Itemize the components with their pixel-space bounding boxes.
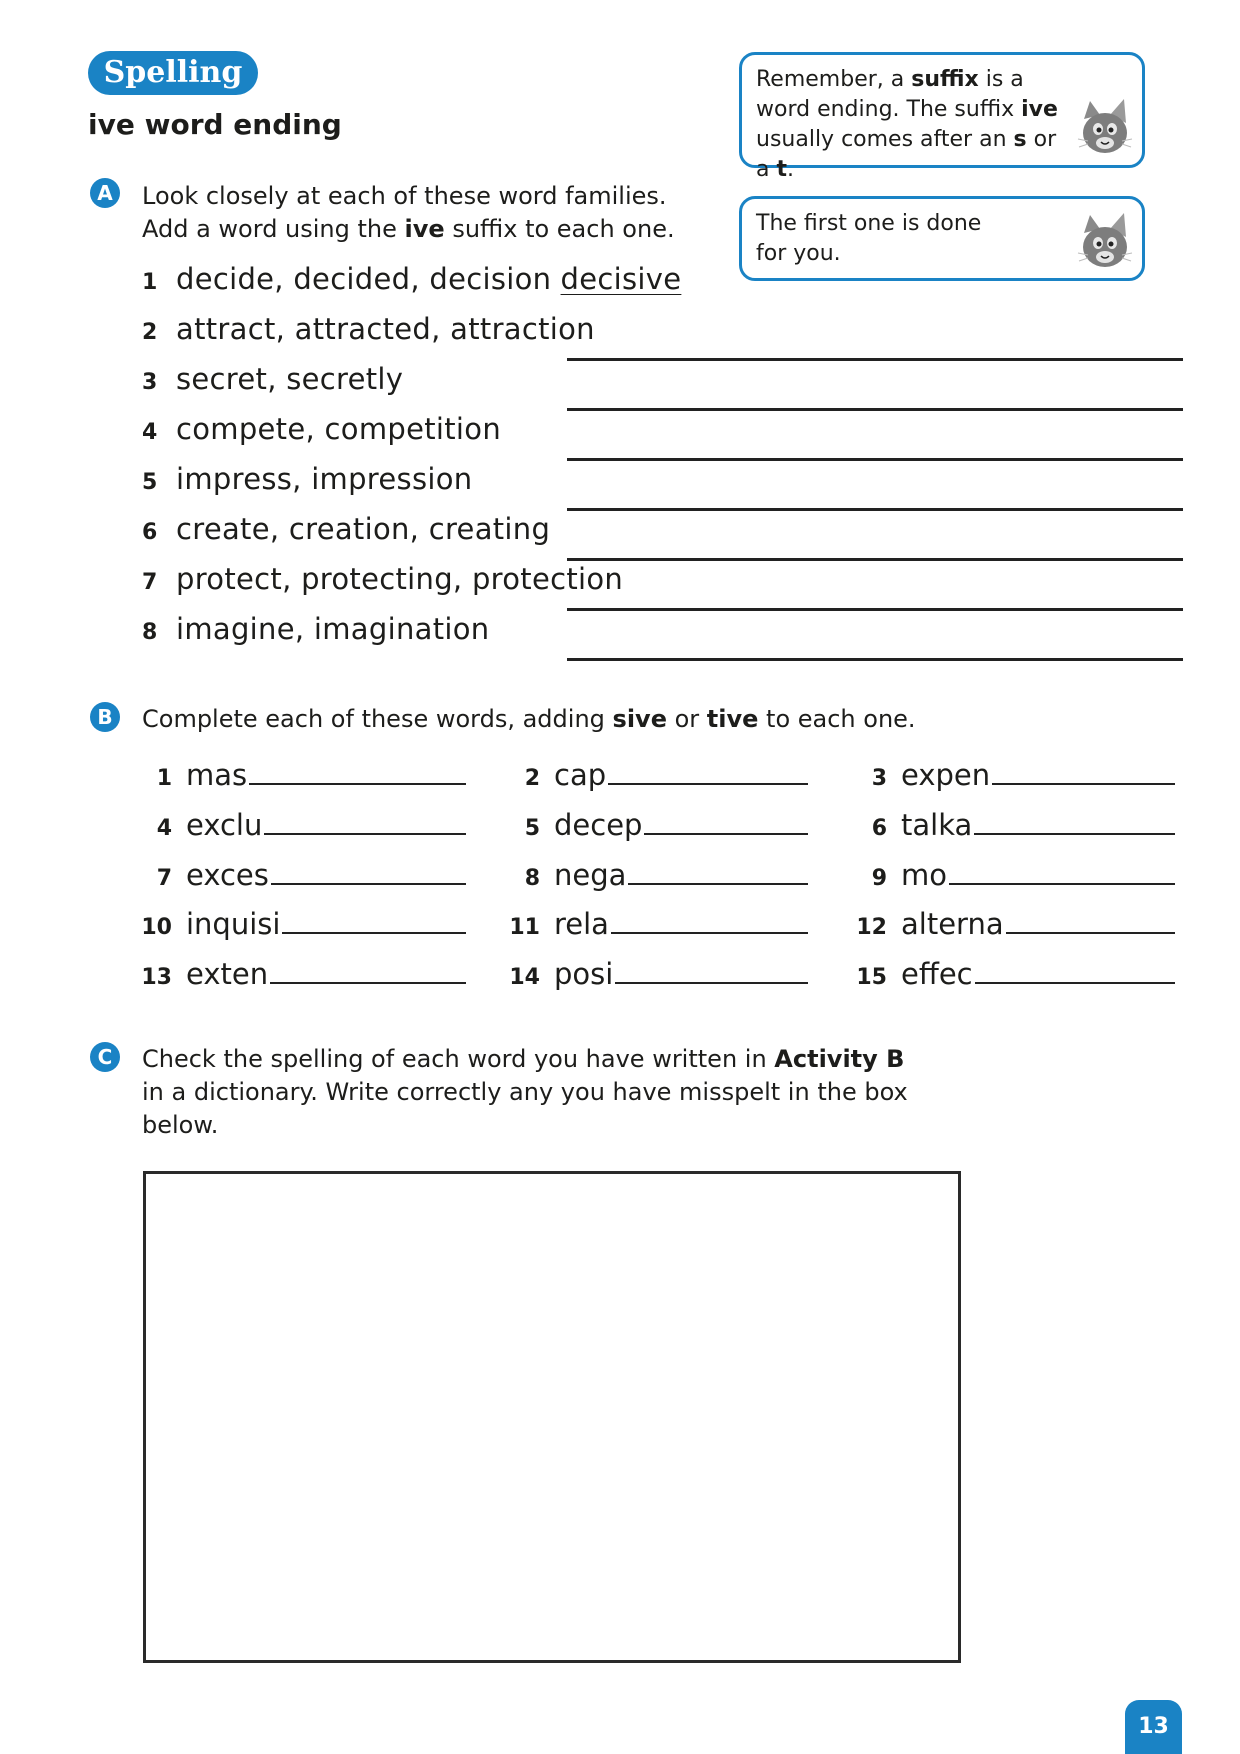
word-stem: alterna — [901, 907, 1004, 941]
section-label-spelling: Spelling — [88, 51, 258, 95]
word-family: protect, protecting, protection — [176, 562, 624, 596]
word-completion-item — [853, 808, 1175, 842]
word-completion-item — [138, 758, 466, 792]
text-run: The first one is done for you. — [756, 211, 982, 266]
word-family: imagine, imagination — [176, 612, 490, 646]
word-completion-item — [506, 957, 808, 991]
bold-term: t — [776, 157, 788, 182]
item-number: 8 — [142, 620, 158, 645]
answer-line[interactable] — [567, 608, 1183, 611]
item-number: 11 — [509, 915, 540, 940]
example-answer: decisive — [560, 262, 682, 296]
item-number: 1 — [142, 270, 158, 295]
bold-term: s — [1013, 127, 1027, 152]
word-family-item — [142, 612, 489, 652]
word-completion-item — [853, 907, 1175, 941]
activity-b-badge: B — [90, 702, 120, 732]
item-number: 3 — [142, 370, 158, 395]
answer-line[interactable] — [567, 458, 1183, 461]
answer-line[interactable] — [567, 508, 1183, 511]
item-number: 7 — [156, 866, 172, 891]
answer-line[interactable] — [628, 883, 808, 885]
activity-a-instruction — [142, 180, 702, 246]
answer-line[interactable] — [644, 833, 808, 835]
word-stem: posi — [554, 957, 614, 991]
text-run: Check the spelling of each word you have written in — [142, 1045, 775, 1073]
word-stem: cap — [554, 758, 607, 792]
tip-box-suffix — [739, 52, 1145, 182]
word-completion-item — [506, 808, 808, 842]
answer-line[interactable] — [249, 783, 466, 785]
bold-term: suffix — [911, 67, 979, 92]
word-family-item — [142, 262, 681, 302]
answer-line[interactable] — [975, 982, 1175, 984]
word-stem: exclu — [186, 808, 263, 842]
text-run: or a — [756, 127, 1057, 182]
item-number: 8 — [524, 866, 540, 891]
word-completion-item — [853, 957, 1175, 991]
word-completion-item — [853, 758, 1175, 792]
word-stem: mo — [901, 858, 947, 892]
word-family-item — [142, 462, 472, 502]
item-number: 6 — [871, 816, 887, 841]
text-run: usually comes after an — [756, 127, 1014, 152]
word-stem: nega — [554, 858, 627, 892]
answer-line[interactable] — [271, 883, 466, 885]
page-number: 13 — [1125, 1700, 1182, 1754]
word-family: decide, decided, decision — [176, 262, 552, 296]
tip-text — [756, 65, 1076, 185]
item-number: 4 — [142, 420, 158, 445]
item-number: 5 — [142, 470, 158, 495]
word-completion-item — [138, 858, 466, 892]
item-number: 7 — [142, 570, 158, 595]
text-run: or — [666, 705, 707, 733]
bold-term: ive — [1021, 97, 1058, 122]
item-number: 3 — [871, 766, 887, 791]
item-number: 12 — [856, 915, 887, 940]
answer-line[interactable] — [949, 883, 1175, 885]
item-number: 2 — [142, 320, 158, 345]
answer-line[interactable] — [1006, 932, 1175, 934]
item-number: 10 — [141, 915, 172, 940]
word-completion-item — [853, 858, 1175, 892]
word-stem: inquisi — [186, 907, 281, 941]
word-family-item — [142, 512, 550, 552]
word-stem: mas — [186, 758, 248, 792]
item-number: 13 — [141, 965, 172, 990]
activity-c-instruction — [142, 1043, 932, 1142]
text-run: Remember, a — [756, 67, 912, 92]
word-completion-item — [506, 758, 808, 792]
item-number: 15 — [856, 965, 887, 990]
text-run: Look closely at each of these word families. Add a word using the — [142, 182, 667, 243]
item-number: 2 — [524, 766, 540, 791]
item-number: 14 — [509, 965, 540, 990]
word-completion-item — [138, 957, 466, 991]
answer-line[interactable] — [567, 658, 1183, 661]
cat-mascot-icon — [1076, 97, 1134, 161]
bold-term: Activity B — [774, 1045, 905, 1073]
word-stem: talka — [901, 808, 973, 842]
answer-line[interactable] — [567, 558, 1183, 561]
word-family: create, creation, creating — [176, 512, 551, 546]
text-run: suffix to each one. — [444, 215, 675, 243]
word-completion-item — [138, 907, 466, 941]
activity-c-badge: C — [90, 1042, 120, 1072]
text-run: . — [787, 157, 795, 182]
word-family-item — [142, 312, 595, 352]
word-stem: rela — [554, 907, 609, 941]
item-number: 9 — [871, 866, 887, 891]
tip-text — [756, 209, 1016, 269]
word-stem: exten — [186, 957, 269, 991]
bold-term: tive — [706, 705, 759, 733]
word-family: secret, secretly — [176, 362, 404, 396]
bold-term: sive — [612, 705, 667, 733]
word-family-item — [142, 412, 501, 452]
answer-line[interactable] — [264, 833, 466, 835]
word-completion-item — [506, 907, 808, 941]
word-family-item — [142, 362, 403, 402]
bold-term: ive — [404, 215, 445, 243]
text-run: is a word ending. The suffix — [756, 67, 1024, 122]
word-stem: expen — [901, 758, 991, 792]
item-number: 1 — [156, 766, 172, 791]
word-family: impress, impression — [176, 462, 473, 496]
text-run: in a dictionary. Write correctly any you have misspelt in the box below. — [142, 1078, 908, 1139]
word-completion-item — [138, 808, 466, 842]
answer-line[interactable] — [282, 932, 466, 934]
answer-line[interactable] — [270, 982, 466, 984]
item-number: 4 — [156, 816, 172, 841]
answer-line[interactable] — [992, 783, 1175, 785]
word-completion-item — [506, 858, 808, 892]
answer-line[interactable] — [974, 833, 1175, 835]
item-number: 6 — [142, 520, 158, 545]
answer-line[interactable] — [611, 932, 808, 934]
answer-line[interactable] — [567, 358, 1183, 361]
word-stem: exces — [186, 858, 269, 892]
corrections-answer-box[interactable] — [143, 1171, 961, 1663]
word-family: attract, attracted, attraction — [176, 312, 595, 346]
answer-line[interactable] — [567, 408, 1183, 411]
activity-b-instruction — [142, 703, 1042, 736]
item-number: 5 — [524, 816, 540, 841]
word-family-item — [142, 562, 623, 602]
word-stem: decep — [554, 808, 643, 842]
text-run: to each one. — [758, 705, 916, 733]
answer-line[interactable] — [608, 783, 808, 785]
text-run: Complete each of these words, adding — [142, 705, 613, 733]
word-stem: effec — [901, 957, 973, 991]
tip-box-first-done — [739, 196, 1145, 281]
word-family: compete, competition — [176, 412, 501, 446]
page-subtitle: ive word ending — [88, 108, 342, 141]
activity-a-badge: A — [90, 178, 120, 208]
cat-mascot-icon — [1076, 211, 1134, 275]
answer-line[interactable] — [615, 982, 808, 984]
